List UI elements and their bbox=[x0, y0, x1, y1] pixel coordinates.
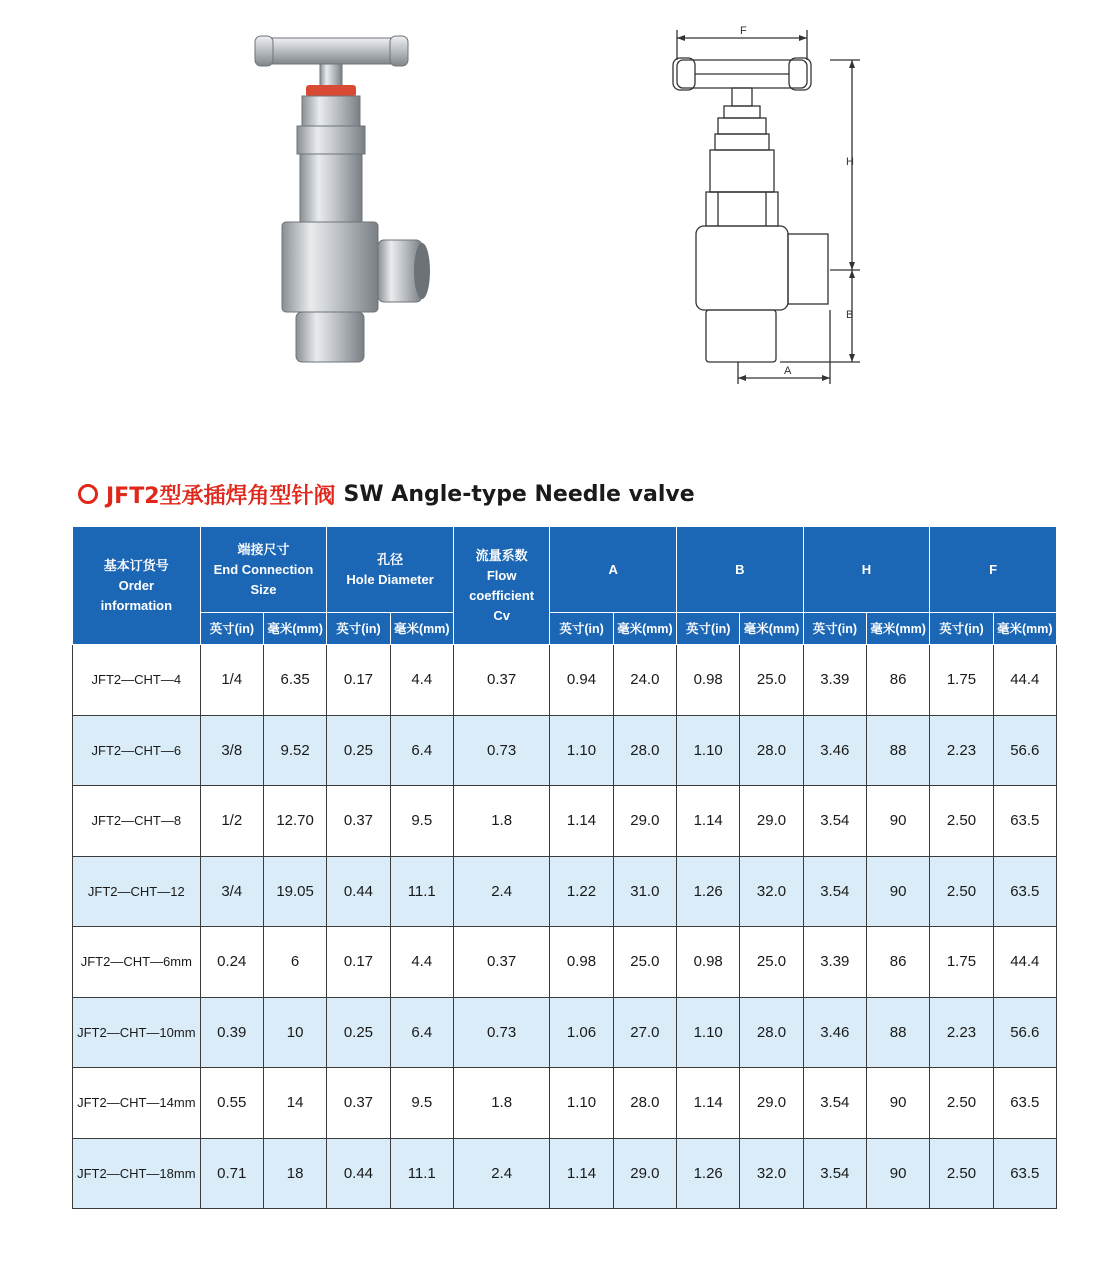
table-cell: 3/8 bbox=[200, 715, 263, 786]
header-f: F bbox=[930, 527, 1057, 613]
header-flow-en3: Cv bbox=[493, 607, 510, 623]
table-cell: 0.17 bbox=[327, 645, 390, 716]
unit-inch: 英寸(in) bbox=[803, 613, 866, 645]
table-cell: 2.50 bbox=[930, 1138, 993, 1209]
order-number-cell: JFT2—CHT—14mm bbox=[73, 1068, 201, 1139]
table-cell: 1.10 bbox=[677, 715, 740, 786]
table-cell: 90 bbox=[866, 1138, 929, 1209]
table-cell: 2.23 bbox=[930, 997, 993, 1068]
table-cell: 28.0 bbox=[613, 715, 676, 786]
table-cell: 28.0 bbox=[740, 715, 803, 786]
table-cell: 1.14 bbox=[550, 786, 613, 857]
table-cell: 1.10 bbox=[550, 715, 613, 786]
unit-mm: 毫米(mm) bbox=[263, 613, 326, 645]
title-english: SW Angle-type Needle valve bbox=[343, 481, 695, 507]
table-cell: 29.0 bbox=[740, 1068, 803, 1139]
table-cell: 1.22 bbox=[550, 856, 613, 927]
table-cell: 9.52 bbox=[263, 715, 326, 786]
table-cell: 1.8 bbox=[453, 1068, 549, 1139]
table-cell: 0.98 bbox=[677, 927, 740, 998]
table-cell: 0.44 bbox=[327, 1138, 390, 1209]
table-cell: 0.98 bbox=[677, 645, 740, 716]
header-flow-en2: coefficient bbox=[469, 587, 535, 603]
table-cell: 28.0 bbox=[740, 997, 803, 1068]
table-cell: 25.0 bbox=[613, 927, 676, 998]
header-hole-diameter-en: Hole Diameter bbox=[346, 571, 434, 587]
table-cell: 24.0 bbox=[613, 645, 676, 716]
table-cell: 1.14 bbox=[677, 786, 740, 857]
table-cell: 2.23 bbox=[930, 715, 993, 786]
table-cell: 2.50 bbox=[930, 786, 993, 857]
title-chinese: JFT2型承插焊角型针阀 bbox=[106, 483, 336, 509]
spec-table bbox=[72, 526, 1057, 1209]
table-cell: 3.39 bbox=[803, 645, 866, 716]
table-cell: 3.54 bbox=[803, 786, 866, 857]
unit-inch: 英寸(in) bbox=[930, 613, 993, 645]
label-h: H bbox=[846, 156, 854, 168]
header-hole-diameter bbox=[327, 527, 454, 613]
table-cell: 3.46 bbox=[803, 715, 866, 786]
header-a: A bbox=[550, 527, 677, 613]
order-number-cell: JFT2—CHT—4 bbox=[73, 645, 201, 716]
order-number-cell: JFT2—CHT—8 bbox=[73, 786, 201, 857]
table-cell: 0.94 bbox=[550, 645, 613, 716]
table-cell: 6.4 bbox=[390, 715, 453, 786]
table-cell: 0.98 bbox=[550, 927, 613, 998]
table-cell: 2.4 bbox=[453, 856, 549, 927]
header-flow-en1: Flow bbox=[486, 567, 517, 583]
table-cell: 90 bbox=[866, 786, 929, 857]
header-h: H bbox=[803, 527, 930, 613]
unit-inch: 英寸(in) bbox=[677, 613, 740, 645]
label-b: B bbox=[846, 309, 854, 321]
table-cell: 1.26 bbox=[677, 856, 740, 927]
table-cell: 3.54 bbox=[803, 856, 866, 927]
table-cell: 0.24 bbox=[200, 927, 263, 998]
table-cell: 32.0 bbox=[740, 856, 803, 927]
table-cell: 1.75 bbox=[930, 927, 993, 998]
table-cell: 28.0 bbox=[613, 1068, 676, 1139]
table-cell: 56.6 bbox=[993, 997, 1056, 1068]
header-order-en2: information bbox=[100, 597, 173, 613]
table-cell: 1.14 bbox=[677, 1068, 740, 1139]
table-cell: 6 bbox=[263, 927, 326, 998]
table-cell: 10 bbox=[263, 997, 326, 1068]
header-hole-diameter-cn: 孔径 bbox=[377, 551, 404, 567]
table-cell: 29.0 bbox=[740, 786, 803, 857]
table-cell: 2.50 bbox=[930, 1068, 993, 1139]
table-cell: 3.54 bbox=[803, 1138, 866, 1209]
unit-mm: 毫米(mm) bbox=[390, 613, 453, 645]
table-cell: 0.73 bbox=[453, 715, 549, 786]
table-cell: 9.5 bbox=[390, 786, 453, 857]
header-b: B bbox=[677, 527, 804, 613]
table-cell: 63.5 bbox=[993, 856, 1056, 927]
header-flow-cn: 流量系数 bbox=[475, 547, 528, 563]
table-row bbox=[73, 856, 1057, 927]
header-end-connection-en1: End Connection bbox=[213, 561, 314, 577]
table-cell: 88 bbox=[866, 715, 929, 786]
label-a: A bbox=[784, 365, 792, 377]
order-number-cell: JFT2—CHT—6mm bbox=[73, 927, 201, 998]
table-cell: 86 bbox=[866, 927, 929, 998]
table-cell: 1.10 bbox=[677, 997, 740, 1068]
table-cell: 4.4 bbox=[390, 927, 453, 998]
table-cell: 29.0 bbox=[613, 1138, 676, 1209]
table-cell: 25.0 bbox=[740, 927, 803, 998]
table-cell: 1.10 bbox=[550, 1068, 613, 1139]
unit-mm: 毫米(mm) bbox=[866, 613, 929, 645]
unit-mm: 毫米(mm) bbox=[613, 613, 676, 645]
table-cell: 0.37 bbox=[327, 1068, 390, 1139]
table-cell: 25.0 bbox=[740, 645, 803, 716]
table-cell: 0.39 bbox=[200, 997, 263, 1068]
table-cell: 0.37 bbox=[453, 927, 549, 998]
unit-mm: 毫米(mm) bbox=[740, 613, 803, 645]
table-cell: 19.05 bbox=[263, 856, 326, 927]
table-cell: 63.5 bbox=[993, 1138, 1056, 1209]
table-cell: 6.4 bbox=[390, 997, 453, 1068]
table-cell: 12.70 bbox=[263, 786, 326, 857]
table-cell: 1.26 bbox=[677, 1138, 740, 1209]
table-cell: 90 bbox=[866, 856, 929, 927]
table-cell: 9.5 bbox=[390, 1068, 453, 1139]
table-cell: 86 bbox=[866, 645, 929, 716]
table-cell: 32.0 bbox=[740, 1138, 803, 1209]
header-end-connection-cn: 端接尺寸 bbox=[237, 541, 290, 557]
header-order-en1: Order bbox=[118, 577, 155, 593]
header-flow bbox=[453, 527, 549, 645]
table-row bbox=[73, 715, 1057, 786]
table-cell: 1/4 bbox=[200, 645, 263, 716]
page-title bbox=[78, 478, 695, 510]
table-row bbox=[73, 1138, 1057, 1209]
table-cell: 27.0 bbox=[613, 997, 676, 1068]
order-number-cell: JFT2—CHT—18mm bbox=[73, 1138, 201, 1209]
table-row bbox=[73, 997, 1057, 1068]
table-cell: 3.46 bbox=[803, 997, 866, 1068]
header-order-cn: 基本订货号 bbox=[103, 557, 169, 573]
table-row bbox=[73, 1068, 1057, 1139]
table-cell: 0.55 bbox=[200, 1068, 263, 1139]
table-row bbox=[73, 927, 1057, 998]
table-cell: 0.17 bbox=[327, 927, 390, 998]
table-cell: 11.1 bbox=[390, 856, 453, 927]
table-cell: 44.4 bbox=[993, 927, 1056, 998]
circle-icon bbox=[78, 484, 98, 504]
order-number-cell: JFT2—CHT—6 bbox=[73, 715, 201, 786]
header-end-connection-en2: Size bbox=[250, 581, 277, 597]
unit-mm: 毫米(mm) bbox=[993, 613, 1056, 645]
table-cell: 44.4 bbox=[993, 645, 1056, 716]
table-cell: 31.0 bbox=[613, 856, 676, 927]
table-cell: 1.75 bbox=[930, 645, 993, 716]
order-number-cell: JFT2—CHT—12 bbox=[73, 856, 201, 927]
table-cell: 3/4 bbox=[200, 856, 263, 927]
table-cell: 4.4 bbox=[390, 645, 453, 716]
table-cell: 2.50 bbox=[930, 856, 993, 927]
table-cell: 0.37 bbox=[327, 786, 390, 857]
table-cell: 0.71 bbox=[200, 1138, 263, 1209]
table-cell: 63.5 bbox=[993, 786, 1056, 857]
unit-inch: 英寸(in) bbox=[550, 613, 613, 645]
table-cell: 2.4 bbox=[453, 1138, 549, 1209]
table-cell: 90 bbox=[866, 1068, 929, 1139]
unit-inch: 英寸(in) bbox=[327, 613, 390, 645]
table-cell: 1.14 bbox=[550, 1138, 613, 1209]
table-cell: 14 bbox=[263, 1068, 326, 1139]
table-cell: 63.5 bbox=[993, 1068, 1056, 1139]
header-order bbox=[73, 527, 201, 645]
header-end-connection bbox=[200, 527, 327, 613]
table-cell: 11.1 bbox=[390, 1138, 453, 1209]
unit-inch: 英寸(in) bbox=[200, 613, 263, 645]
table-cell: 1/2 bbox=[200, 786, 263, 857]
valve-photo bbox=[250, 28, 440, 373]
table-row bbox=[73, 645, 1057, 716]
table-cell: 56.6 bbox=[993, 715, 1056, 786]
table-cell: 0.25 bbox=[327, 715, 390, 786]
table-cell: 1.06 bbox=[550, 997, 613, 1068]
table-cell: 0.37 bbox=[453, 645, 549, 716]
table-cell: 6.35 bbox=[263, 645, 326, 716]
spec-table-body bbox=[73, 645, 1057, 1209]
table-cell: 29.0 bbox=[613, 786, 676, 857]
table-cell: 88 bbox=[866, 997, 929, 1068]
table-cell: 3.39 bbox=[803, 927, 866, 998]
order-number-cell: JFT2—CHT—10mm bbox=[73, 997, 201, 1068]
table-cell: 1.8 bbox=[453, 786, 549, 857]
valve-dimension-drawing bbox=[660, 20, 870, 390]
table-cell: 0.73 bbox=[453, 997, 549, 1068]
table-cell: 0.44 bbox=[327, 856, 390, 927]
table-cell: 3.54 bbox=[803, 1068, 866, 1139]
table-row bbox=[73, 786, 1057, 857]
table-cell: 18 bbox=[263, 1138, 326, 1209]
table-cell: 0.25 bbox=[327, 997, 390, 1068]
label-f: F bbox=[740, 25, 747, 37]
